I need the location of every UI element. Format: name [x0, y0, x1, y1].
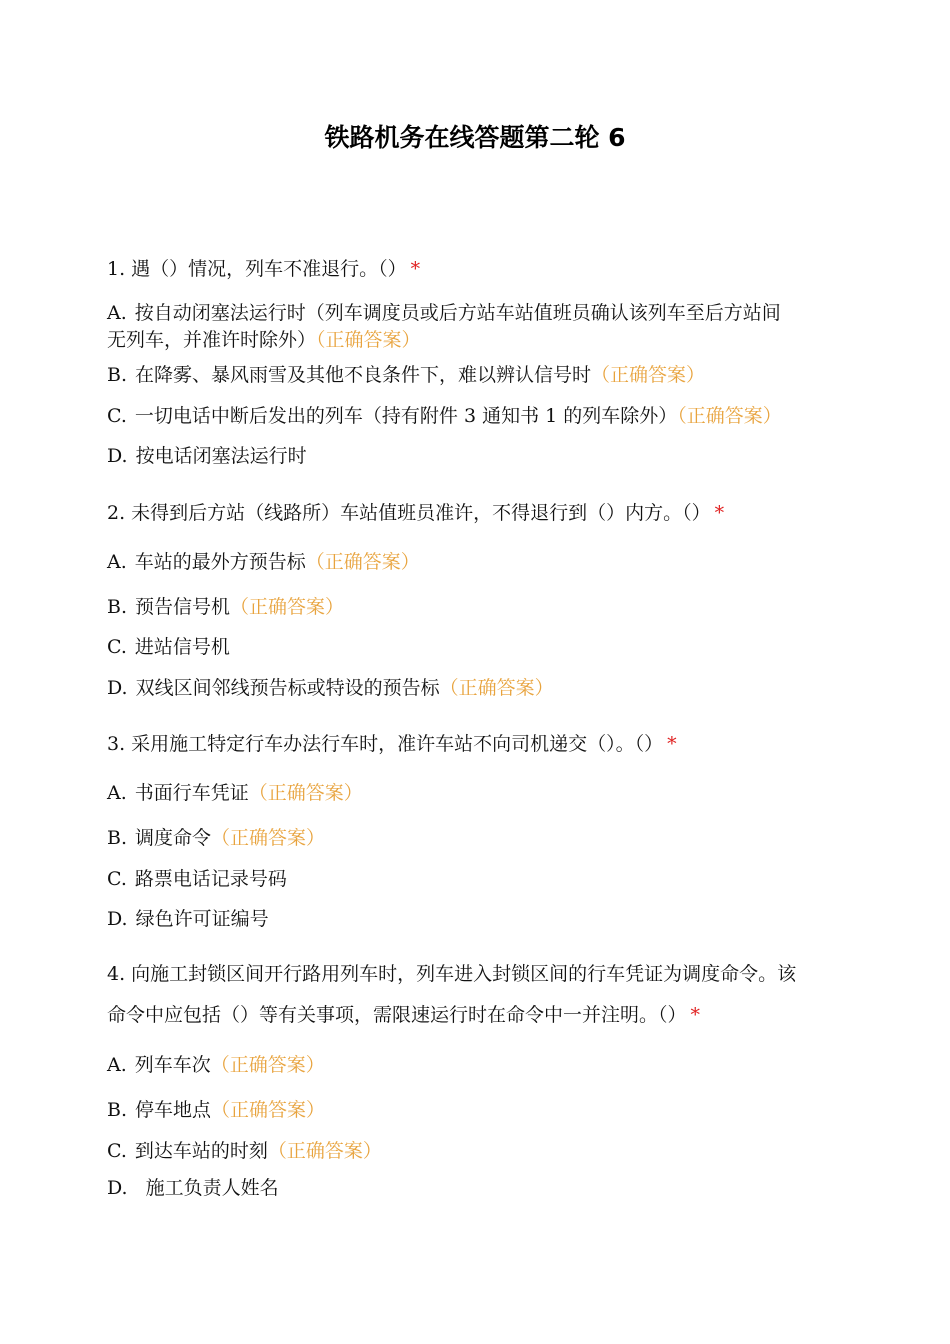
option-text: 一切电话中断后发出的列车（持有附件 3 通知书 1 的列车除外）	[134, 405, 678, 427]
correct-answer-mark: （正确答案）	[316, 329, 421, 351]
option-letter: C.	[107, 868, 127, 890]
document-title: 铁路机务在线答题第二轮 6	[324, 123, 626, 152]
correct-answer-mark: （正确答案）	[211, 1099, 326, 1121]
option-text: 按电话闭塞法运行时	[135, 445, 307, 467]
option-text-line1: 按自动闭塞法运行时（列车调度员或后方站车站值班员确认该列车至后方站间	[134, 302, 781, 324]
option-text: 路票电话记录号码	[134, 868, 287, 890]
question-3-option-d	[107, 904, 847, 934]
option-text: 预告信号机	[135, 596, 231, 618]
question-3-stem	[107, 729, 847, 759]
option-text: 施工负责人姓名	[145, 1177, 279, 1199]
option-letter: C.	[107, 405, 127, 427]
required-asterisk: *	[667, 733, 677, 755]
question-text-line1: 4. 向施工封锁区间开行路用列车时，列车进入封锁区间的行车凭证为调度命令。该	[107, 963, 797, 985]
required-asterisk: *	[690, 1004, 701, 1026]
question-text: 2. 未得到后方站（线路所）车站值班员准许，不得退行到（）内方。（）	[107, 502, 711, 524]
option-letter: C.	[107, 636, 127, 658]
option-letter: D.	[107, 677, 128, 699]
option-letter: C.	[107, 1140, 127, 1162]
correct-answer-mark: （正确答案）	[439, 677, 554, 699]
option-text-line2: 无列车，并准许时除外）	[107, 329, 317, 351]
question-1-option-a-cont	[107, 325, 847, 355]
question-4-option-b	[107, 1095, 847, 1125]
question-2-option-a	[107, 547, 847, 577]
option-text: 书面行车凭证	[134, 782, 249, 804]
question-text: 1. 遇（）情况，列车不准退行。（）	[107, 258, 407, 280]
correct-answer-mark: （正确答案）	[210, 1054, 325, 1076]
question-4-stem	[107, 959, 847, 989]
question-2-option-d	[107, 673, 847, 703]
correct-answer-mark: （正确答案）	[305, 551, 420, 573]
question-4-option-a	[107, 1050, 847, 1080]
correct-answer-mark: （正确答案）	[677, 405, 782, 427]
correct-answer-mark: （正确答案）	[248, 782, 363, 804]
question-text-line2: 命令中应包括（）等有关事项，需限速运行时在命令中一并注明。（）	[107, 1004, 687, 1026]
question-text: 3. 采用施工特定行车办法行车时，准许车站不向司机递交（）。（）	[107, 733, 664, 755]
question-1-stem	[107, 254, 847, 284]
option-text: 车站的最外方预告标	[134, 551, 306, 573]
option-letter: D.	[107, 908, 128, 930]
question-1-option-a	[107, 298, 847, 328]
correct-answer-mark: （正确答案）	[230, 596, 345, 618]
question-1-option-c	[107, 401, 847, 431]
option-text: 在降雾、暴风雨雪及其他不良条件下，难以辨认信号时	[135, 364, 592, 386]
question-3-option-b	[107, 823, 847, 853]
correct-answer-mark: （正确答案）	[211, 827, 326, 849]
option-letter: B.	[107, 596, 128, 618]
question-2-option-c	[107, 632, 847, 662]
question-4-option-c	[107, 1136, 847, 1166]
option-text: 到达车站的时刻	[134, 1140, 268, 1162]
question-3-option-c	[107, 864, 847, 894]
question-4-stem-cont	[107, 1000, 847, 1030]
required-asterisk: *	[410, 258, 421, 280]
option-letter: B.	[107, 1099, 128, 1121]
option-text: 进站信号机	[134, 636, 230, 658]
required-asterisk: *	[714, 502, 725, 524]
question-2-stem	[107, 498, 847, 528]
option-letter: A.	[107, 551, 127, 573]
option-text: 调度命令	[135, 827, 212, 849]
option-letter: B.	[107, 364, 128, 386]
question-3-option-a	[107, 778, 847, 808]
correct-answer-mark: （正确答案）	[591, 364, 706, 386]
question-1-option-b	[107, 360, 847, 390]
option-letter: B.	[107, 827, 128, 849]
option-letter: A.	[107, 782, 127, 804]
option-letter: D.	[107, 1177, 128, 1199]
correct-answer-mark: （正确答案）	[267, 1140, 382, 1162]
question-2-option-b	[107, 592, 847, 622]
question-4-option-d	[107, 1173, 847, 1203]
option-text: 绿色许可证编号	[135, 908, 269, 930]
option-letter: A.	[107, 1054, 127, 1076]
option-letter: D.	[107, 445, 128, 467]
question-1-option-d	[107, 441, 847, 471]
option-text: 停车地点	[135, 1099, 212, 1121]
option-text: 双线区间邻线预告标或特设的预告标	[135, 677, 440, 699]
option-text: 列车车次	[134, 1054, 211, 1076]
option-letter: A.	[107, 302, 127, 324]
